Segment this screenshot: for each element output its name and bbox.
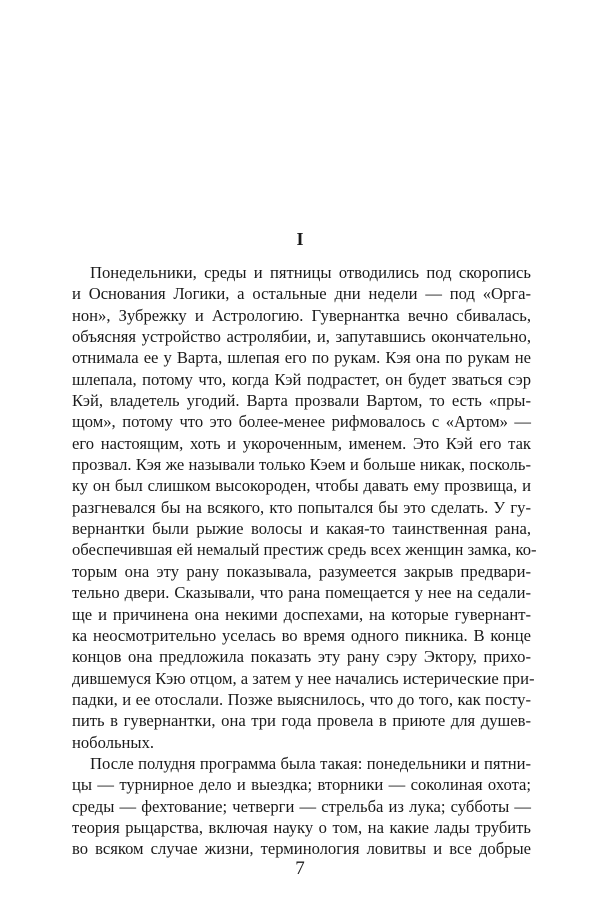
chapter-number: I [296,229,304,249]
text-line: ще и причинена она некими доспехами, на которые гувернант- [72,604,531,624]
text-line: цы — турнирное дело и выездка; вторники — соколиная охота; [72,775,531,795]
text-line: обеспечившая ей немалый престиж средь всех женщин замка, ко- [72,540,537,560]
text-line: ку он был слишком высокороден, чтобы давать ему прозвища, и [72,476,531,496]
text-line: отнимала ее у Варта, шлепая его по рукам. Кэя она по рукам не [72,348,531,368]
text-line: ка неосмотрительно уселась во время одного пикника. В конце [72,625,531,645]
text-line: вернантки были рыжие волосы и какая-то таинственная рана, [72,519,531,539]
text-line: После полудня программа была такая: понедельники и пятни- [90,753,531,773]
text-line: тельно двери. Сказывали, что рана помещается у нее на седали- [72,583,531,603]
body-text [72,262,537,860]
text-line: и Основания Логики, а остальные дни недели — под «Орга- [72,284,531,304]
text-line: щом», потому что это более-менее рифмовалось с «Артом» — [72,412,531,432]
text-line: разгневался бы на всякого, кто попытался бы это сделать. У гу- [72,497,531,517]
text-line: его настоящим, хоть и укороченным, именем. Это Кэй его так [72,433,531,453]
text-line: дившемуся Кэю отцом, а затем у нее начались истерические при- [72,668,535,688]
text-line: нобольных. [72,732,155,752]
text-line: концов она предложила показать эту рану сэру Эктору, прихо- [72,647,531,667]
text-line: падки, и ее отослали. Позже выяснилось, что до того, как посту- [72,689,531,709]
text-line: Кэй, владетель угодий. Варта прозвали Вартом, то есть «пры- [72,391,531,411]
text-line: пить в гувернантки, она три года провела в приюте для душев- [72,711,531,731]
text-line: шлепала, потому что, когда Кэй подрастет, он будет зваться сэр [72,369,531,389]
text-line: теория рыцарства, включая науку о том, на какие лады трубить [72,817,531,837]
text-line: Понедельники, среды и пятницы отводились под скоропись [90,263,531,282]
text-line: объясняя устройство астролябии, и, запутавшись окончательно, [72,327,531,347]
text-line: нон», Зубрежку и Астрологию. Гувернантка вечно сбивалась, [72,305,531,325]
text-line: торым она эту рану показывала, разумеется закрыв предвари- [72,561,531,581]
text-line: прозвал. Кэя же называли только Кэем и больше никак, посколь- [72,455,531,475]
text-line: среды — фехтование; четверги — стрельба из лука; субботы — [72,796,531,816]
text-line: во всяком случае жизни, терминология ловитвы и все добрые [72,839,531,859]
page-number: 7 [295,858,305,879]
